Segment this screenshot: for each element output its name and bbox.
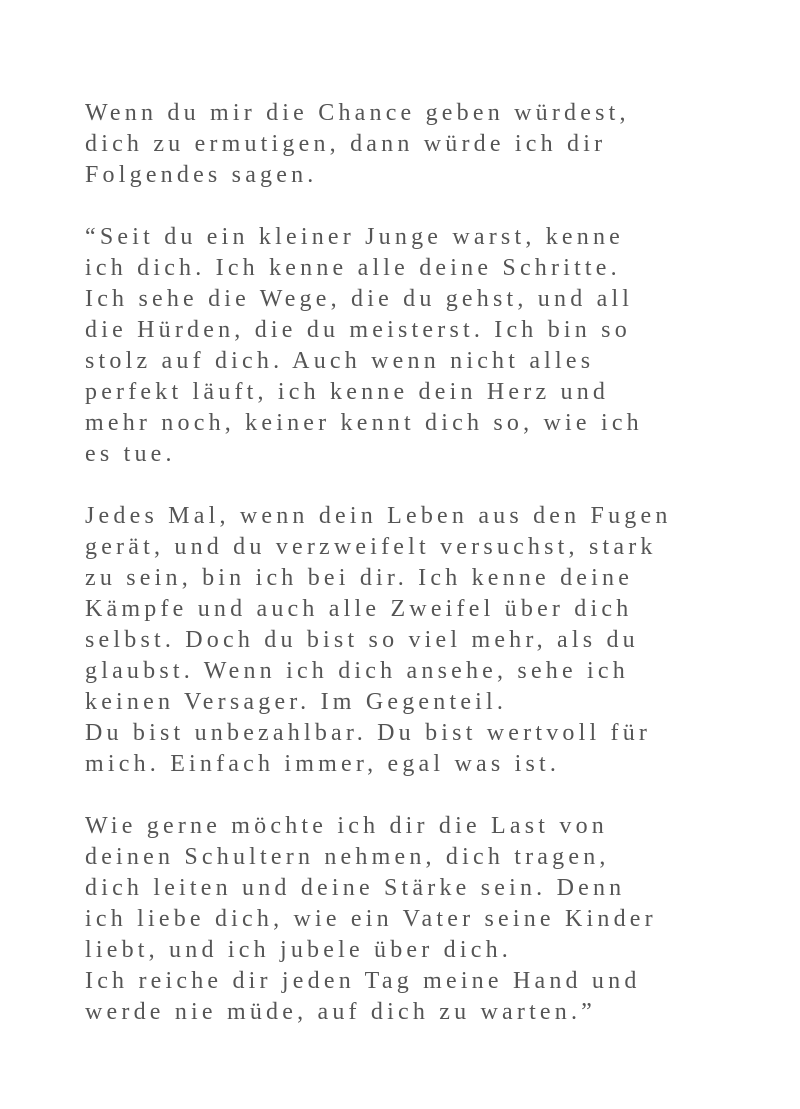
text-line: stolz auf dich. Auch wenn nicht alles — [85, 348, 595, 374]
text-line: glaubst. Wenn ich dich ansehe, sehe ich — [85, 658, 629, 684]
text-line: Kämpfe und auch alle Zweifel über dich — [85, 596, 633, 622]
paragraph-intro — [85, 98, 765, 191]
text-line: Wenn du mir die Chance geben würdest, — [85, 100, 630, 126]
text-line: gerät, und du verzweifelt versuchst, stark — [85, 534, 657, 560]
paragraph-closing — [85, 811, 765, 1028]
text-line: selbst. Doch du bist so viel mehr, als du — [85, 627, 639, 653]
text-line: dich leiten und deine Stärke sein. Denn — [85, 875, 626, 901]
text-line: zu sein, bin ich bei dir. Ich kenne deine — [85, 565, 634, 591]
text-line: Wie gerne möchte ich dir die Last von — [85, 813, 608, 839]
text-line: ich liebe dich, wie ein Vater seine Kinder — [85, 906, 657, 932]
text-line: Ich reiche dir jeden Tag meine Hand und — [85, 968, 641, 994]
paragraph-struggles — [85, 501, 765, 780]
text-line: mehr noch, keiner kennt dich so, wie ich — [85, 410, 643, 436]
text-line: Folgendes sagen. — [85, 162, 318, 188]
paragraph-childhood — [85, 222, 765, 470]
text-line: mich. Einfach immer, egal was ist. — [85, 751, 561, 777]
text-line: Jedes Mal, wenn dein Leben aus den Fugen — [85, 503, 672, 529]
letter-text — [85, 98, 765, 1059]
text-line: “Seit du ein kleiner Junge warst, kenne — [85, 224, 625, 250]
text-line: perfekt läuft, ich kenne dein Herz und — [85, 379, 610, 405]
text-line: Du bist unbezahlbar. Du bist wertvoll für — [85, 720, 652, 746]
text-line: deinen Schultern nehmen, dich tragen, — [85, 844, 610, 870]
text-line: liebt, und ich jubele über dich. — [85, 937, 512, 963]
text-line: werde nie müde, auf dich zu warten.” — [85, 999, 597, 1025]
text-line: es tue. — [85, 441, 176, 467]
text-line: dich zu ermutigen, dann würde ich dir — [85, 131, 607, 157]
text-line: Ich sehe die Wege, die du gehst, und all — [85, 286, 634, 312]
text-line: die Hürden, die du meisterst. Ich bin so — [85, 317, 631, 343]
text-line: keinen Versager. Im Gegenteil. — [85, 689, 508, 715]
text-line: ich dich. Ich kenne alle deine Schritte. — [85, 255, 621, 281]
